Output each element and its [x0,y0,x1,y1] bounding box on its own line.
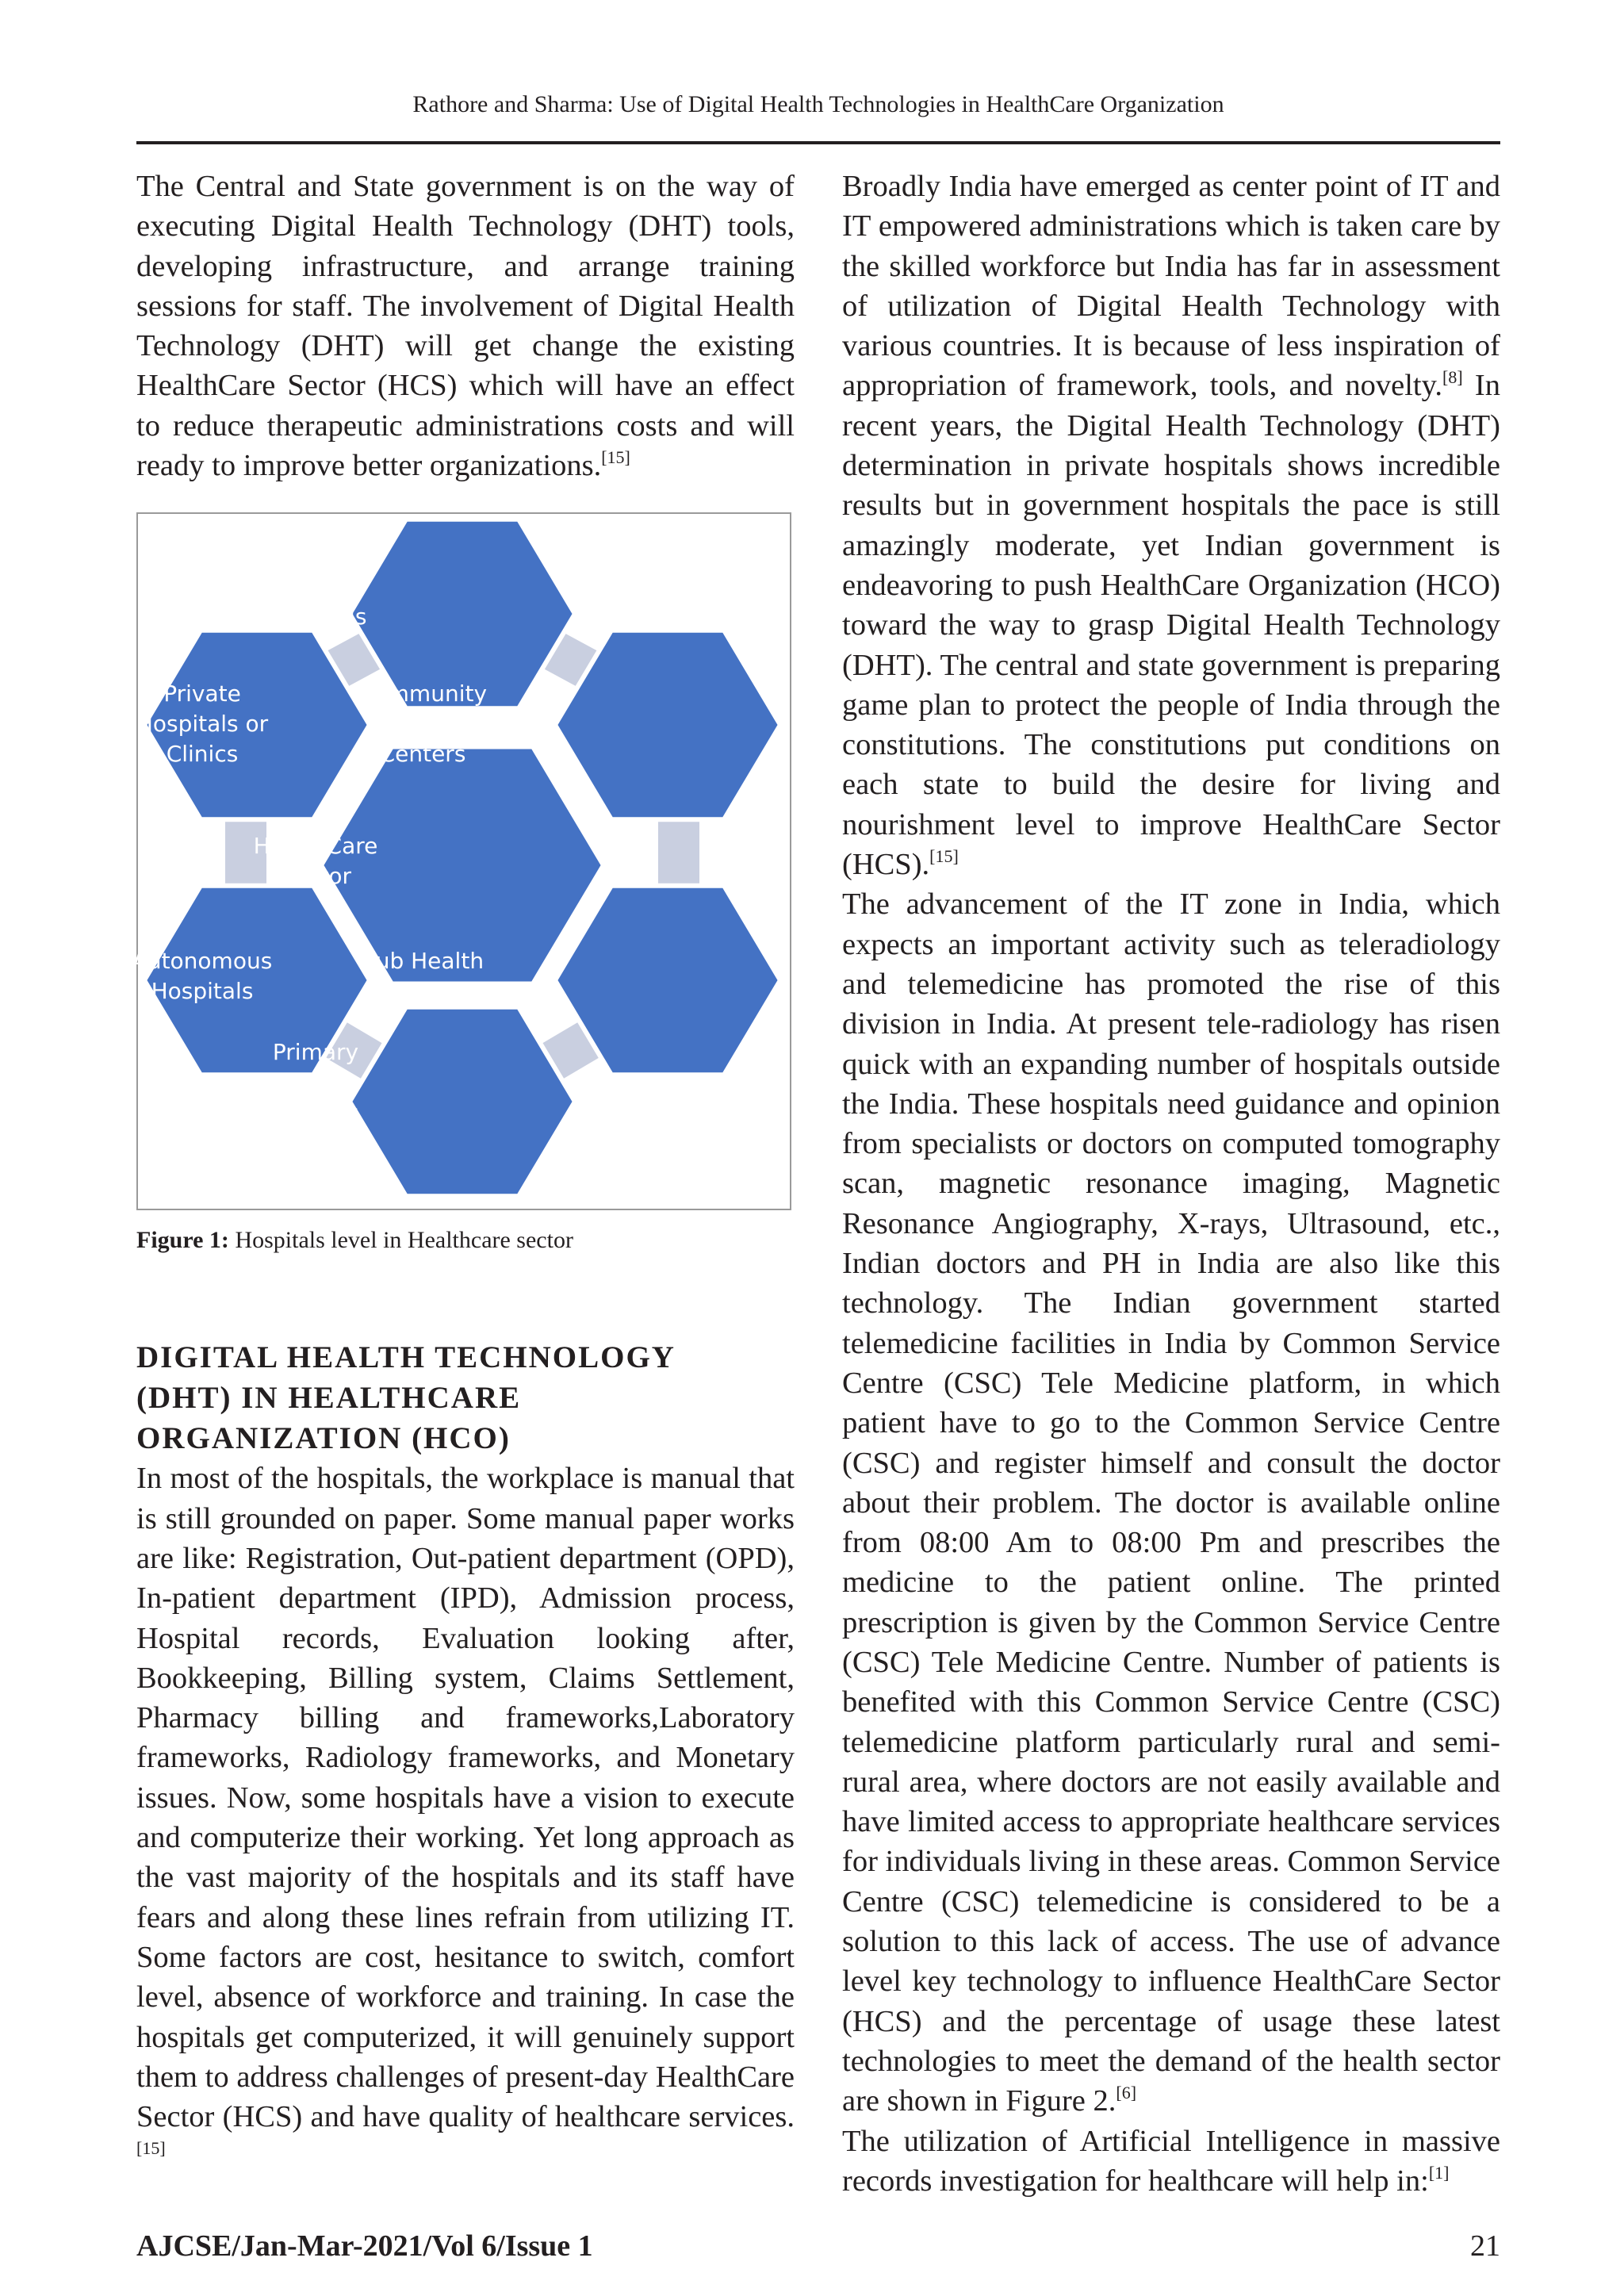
footer-journal: AJCSE/Jan-Mar-2021/Vol 6/Issue 1 [136,2229,593,2263]
figure-1 [132,512,791,1210]
hex-label-upper-left: Private Hospitals or Clinics [136,680,269,768]
right-paragraph-3: The utilization of Artificial Intelligence in massive records investigation for healthcare will help in:[1] [842,2124,1500,2198]
citation-ref: [6] [1116,2083,1137,2103]
hex-label-lower-left: Autonomous Hospitals [132,948,273,1005]
right-column [842,167,1500,2201]
citation-ref: [8] [1442,367,1463,388]
left-paragraph-1: The Central and State government is on the way of executing Digital Health Technology (DHT) tools, developing infrastructure, and arrange training sessions for staff. The involvement of Digital Health Technology (DHT) will get change the existing HealthCare Sector (HCS) which will have an effect to reduce therapeutic administrations costs and will ready to improve better organizations.[15] [136,170,795,483]
citation-ref: [15] [136,2138,166,2159]
left-column [132,167,795,2177]
citation-ref: [15] [929,846,959,867]
header-rule [136,141,1500,144]
right-paragraph-2: The advancement of the IT zone in India, which expects an important activity such as teleradiology and telemedicine has promoted the rise of this division in India. At present tele-radiology has risen quick with an expanding number of hospitals outside the India. These hospitals need guidance and opinion from specialists or doctors on computed tomography scan, magnetic resonance imaging, Magnetic Resonance Angiography, X-rays, Ultrasound, etc., Indian doctors and PH in India are also like this technology. The Indian government started telemedicine facilities in India by Common Service Centre (CSC) Tele Medicine platform, in which patient have to go to the Common Service Centre (CSC) and register himself and consult the doctor about their problem. The doctor is available online from 08:00 Am to 08:00 Pm and prescribes the medicine to the patient online. The printed prescription is given by the Common Service Centre (CSC) Tele Medicine Centre. Number of patients is benefited with this Common Service Centre (CSC) telemedicine platform particularly rural and semi-rural area, where doctors are not easily available and have limited access to appropriate healthcare services for individuals living in these areas. Common Service Centre (CSC) telemedicine is considered to be a solution to this lack of access. The use of advance level key technology to influence HealthCare Sector (HCS) and the percentage of usage these latest technologies to meet the demand of the health sector are shown in Figure 2.[6] [842,887,1500,2118]
left-paragraph-2: In most of the hospitals, the workplace is manual that is still grounded on paper. Some manual paper works are like: Registration, Out-patient department (OPD), In-patient department (IPD), Admission process, Hospital records, Evaluation looking after, Bookkeeping, Billing system, Claims Settlement, Pharmacy billing and frameworks,Laboratory frameworks, Radiology frameworks, and Monetary issues. Now, some hospitals have a vision to execute and computerize their working. Yet long approach as the vast majority of the hospitals and its staff have fears and along these lines refrain from utilizing IT. Some factors are cost, hesitance to switch, comfort level, absence of workforce and training. In case the hospitals get computerized, it will genuinely support them to address challenges of present-day HealthCare Sector (HCS) and have quality of healthcare services.[15] [136,1462,795,2159]
page-number: 21 [1470,2229,1500,2263]
hex-label-upper-right: Community Health Centers [358,680,488,768]
caption-text: Hospitals level in Healthcare sector [228,1227,573,1254]
citation-ref: [15] [601,447,630,468]
hex-label-lower-right: Sub Health Centers [361,948,485,1005]
citation-ref: [1] [1428,2162,1450,2183]
right-paragraph-1: Broadly India have emerged as center point of IT and IT empowered administrations which is taken care by the skilled workforce but India has far in assessment of utilization of Digital Health Technology with various countries. It is because of less inspiration of appropriation of framework, tools, and novelty.[8] In recent years, the Digital Health Technology (DHT) determination in private hospitals shows incredible results but in government hospitals the pace is still amazingly moderate, yet Indian government is endeavoring to push HealthCare Organization (HCO) toward the way to grasp Digital Health Technology (DHT). The central and state government is preparing game plan to protect the people of India through the constitutions. The constitutions put conditions on each state to build the desire for living and nourishment level to improve HealthCare Sector (HCS).[15] [842,170,1501,882]
hex-label-center: HealthCare Sector [253,833,378,890]
running-head: Rathore and Sharma: Use of Digital Health Technologies in HealthCare Organization [412,91,1224,117]
figure-caption [136,1225,795,1256]
caption-label: Figure 1: [136,1227,229,1254]
hex-label-bottom: Primary Health Centers [272,1039,359,1126]
section-heading: DIGITAL HEALTH TECHNOLOGY (DHT) IN HEALTHCARE ORGANIZATION (HCO) [136,1340,676,1456]
hex-label-top: District Hospitals [264,573,367,631]
